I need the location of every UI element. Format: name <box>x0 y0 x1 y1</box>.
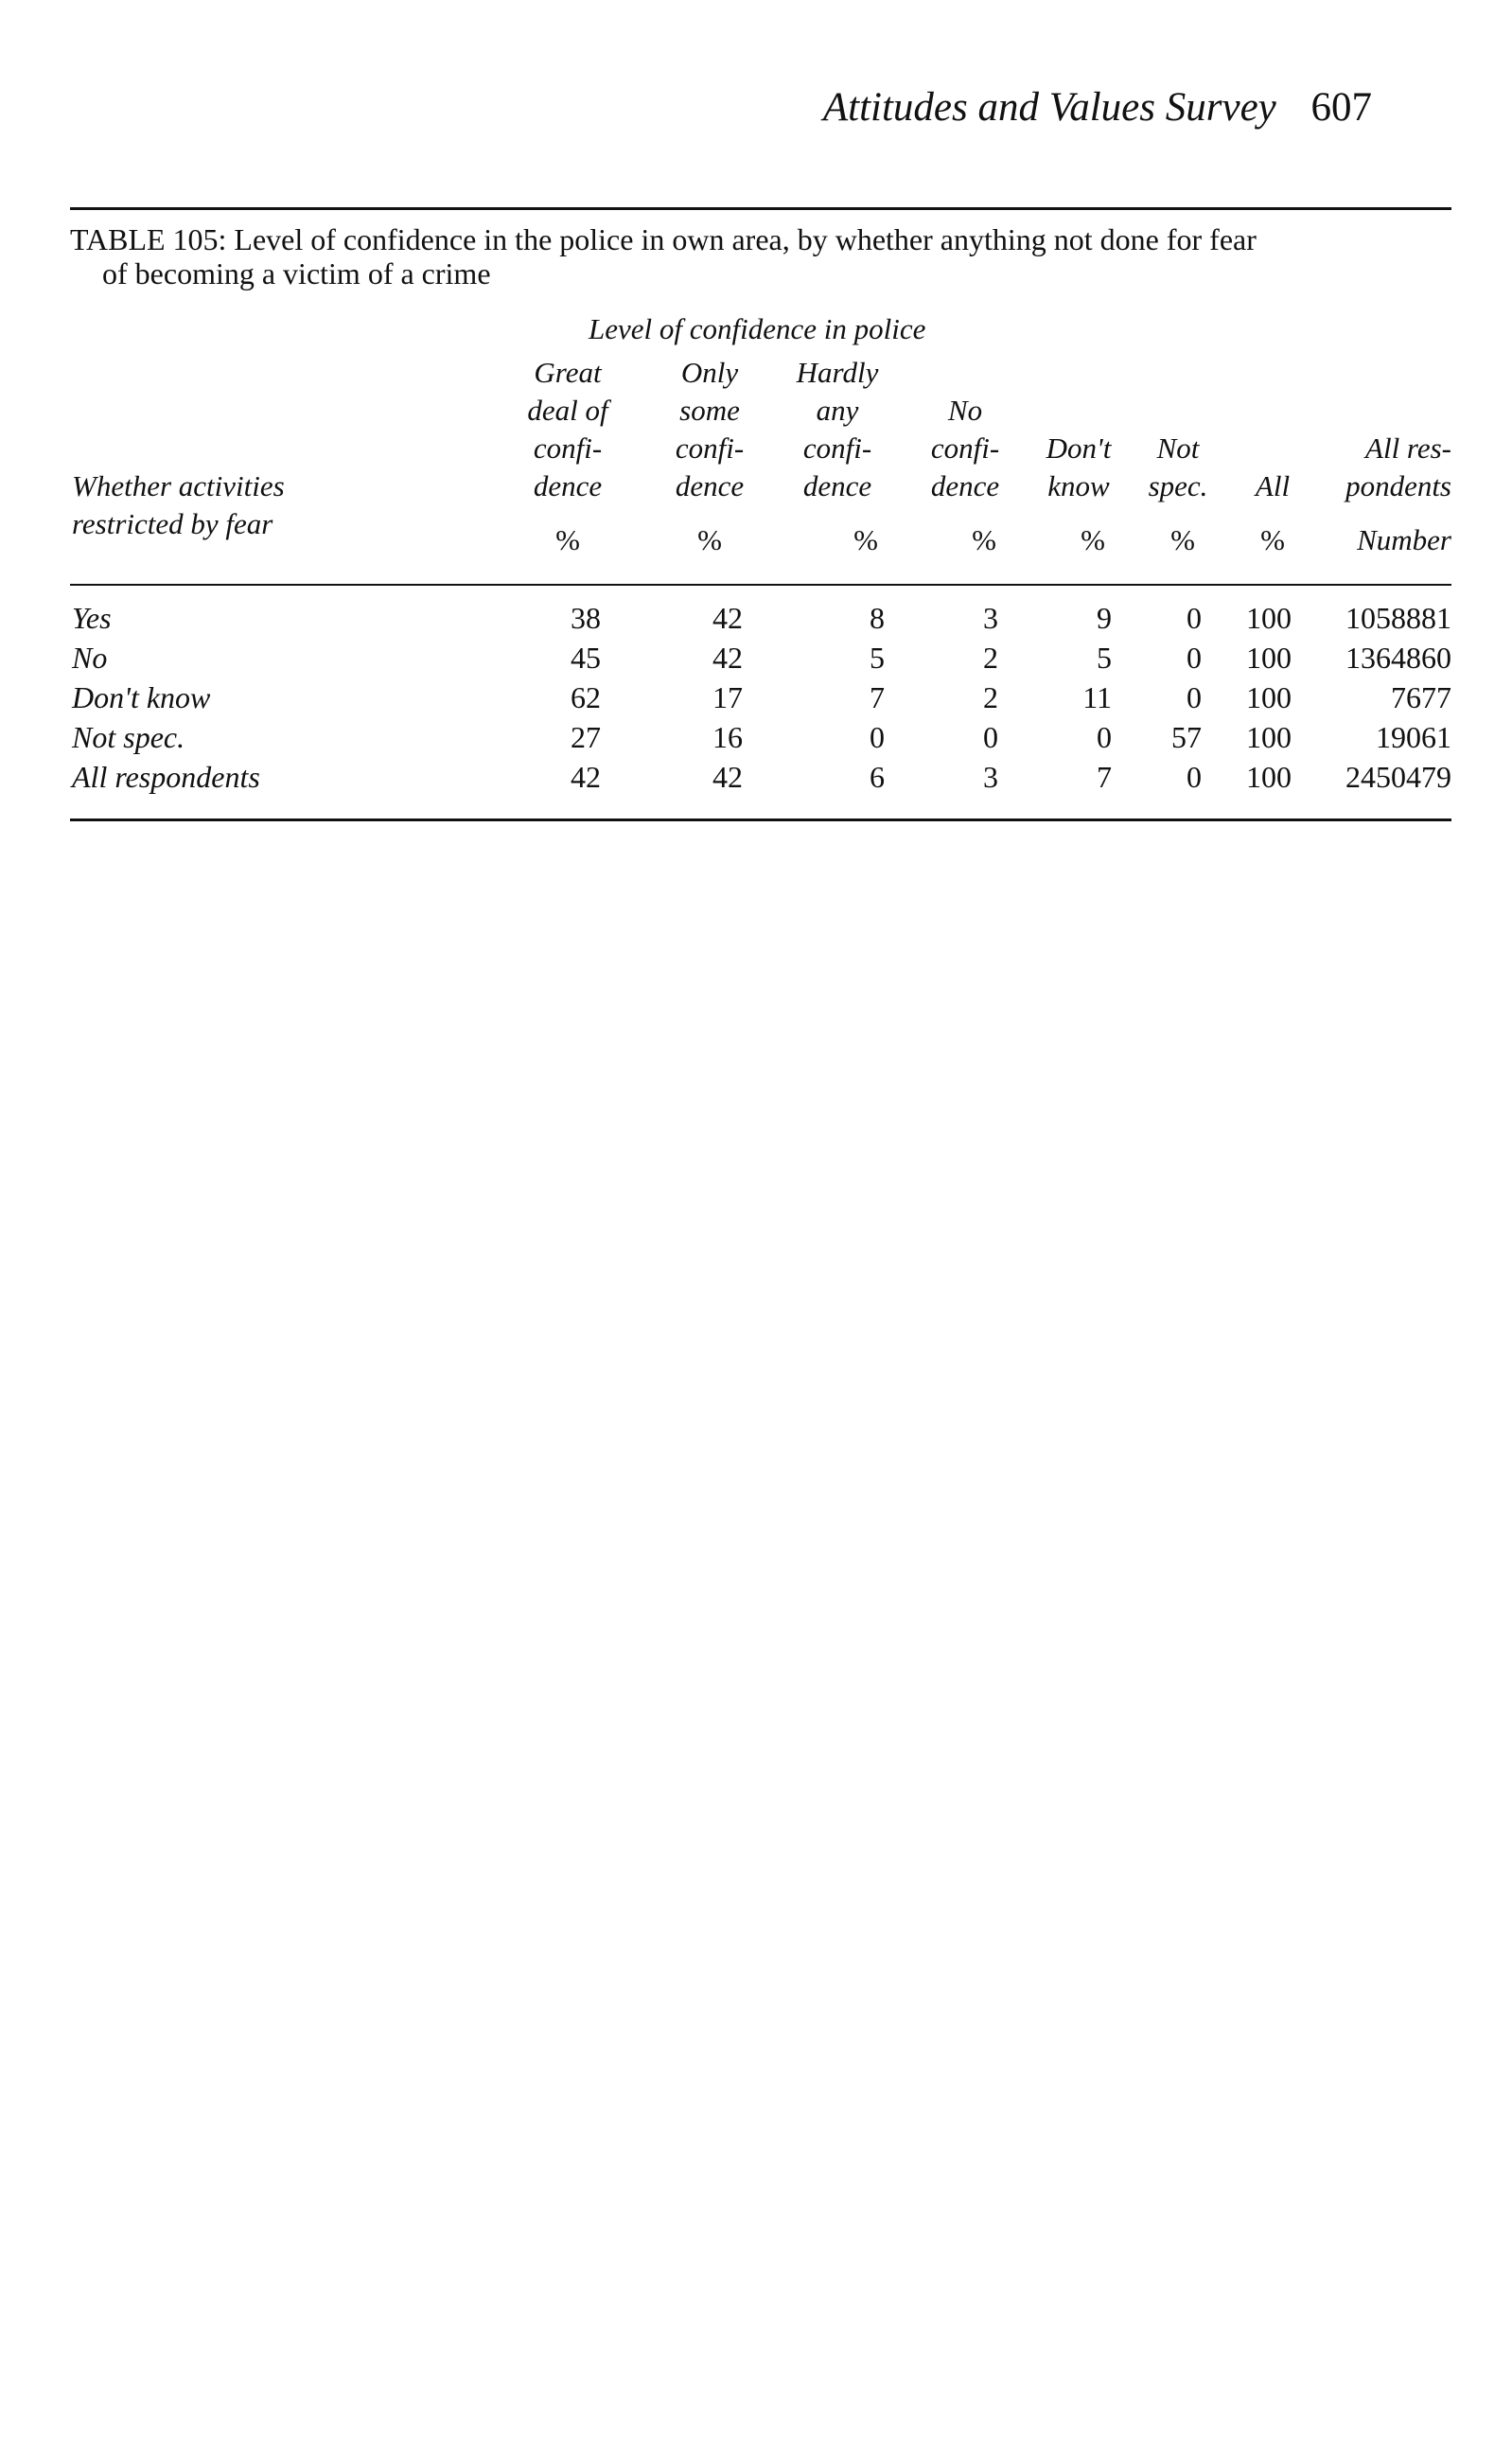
cell-all: 100 <box>1246 720 1292 754</box>
cell-number: 7677 <box>1391 680 1451 714</box>
cell-not-spec: 0 <box>1187 641 1202 675</box>
cell-not-spec: 0 <box>1187 601 1202 635</box>
cell-great-deal: 62 <box>571 680 601 714</box>
cell-hardly-any: 5 <box>870 641 885 675</box>
unit-col-3: % <box>853 523 878 556</box>
col-head-only-some: Only some confi- dence <box>675 356 745 502</box>
cell-no-confidence: 3 <box>983 601 998 635</box>
row-label: Yes <box>72 601 112 635</box>
top-rule <box>70 207 1451 210</box>
col-head-not-spec: Not spec. <box>1148 431 1208 502</box>
row-label: Not spec. <box>72 720 185 754</box>
caption-line-2: of becoming a victim of a crime <box>102 256 491 290</box>
cell-hardly-any: 0 <box>870 720 885 754</box>
row-label: All respondents <box>72 760 260 794</box>
cell-no-confidence: 0 <box>983 720 998 754</box>
table-caption <box>70 222 1257 290</box>
cell-only-some: 42 <box>712 601 743 635</box>
cell-great-deal: 42 <box>571 760 601 794</box>
cell-hardly-any: 8 <box>870 601 885 635</box>
cell-number: 1364860 <box>1345 641 1451 675</box>
cell-great-deal: 38 <box>571 601 601 635</box>
cell-only-some: 42 <box>712 760 743 794</box>
bottom-rule <box>70 818 1451 821</box>
cell-dont-know: 7 <box>1097 760 1112 794</box>
cell-number: 1058881 <box>1345 601 1451 635</box>
cell-all: 100 <box>1246 641 1292 675</box>
col-head-dont-know: Don't know <box>1046 431 1112 502</box>
unit-col-2: % <box>697 523 722 556</box>
table-row <box>0 717 1512 757</box>
cell-not-spec: 57 <box>1171 720 1202 754</box>
cell-no-confidence: 3 <box>983 760 998 794</box>
row-head-label: Whether activities restricted by fear <box>72 469 285 540</box>
cell-hardly-any: 7 <box>870 680 885 714</box>
column-spanner-heading: Level of confidence in police <box>589 312 926 345</box>
unit-col-4: % <box>972 523 996 556</box>
cell-all: 100 <box>1246 601 1292 635</box>
cell-no-confidence: 2 <box>983 641 998 675</box>
cell-dont-know: 5 <box>1097 641 1112 675</box>
table-row <box>0 757 1512 797</box>
table-row <box>0 678 1512 717</box>
cell-only-some: 42 <box>712 641 743 675</box>
cell-dont-know: 11 <box>1082 680 1112 714</box>
unit-col-6: % <box>1170 523 1195 556</box>
col-head-all-respondents: All res- pondents <box>1345 431 1451 502</box>
table-row <box>0 638 1512 678</box>
col-head-hardly-any: Hardly any confi- dence <box>796 356 879 502</box>
cell-hardly-any: 6 <box>870 760 885 794</box>
unit-col-5: % <box>1081 523 1105 556</box>
cell-not-spec: 0 <box>1187 680 1202 714</box>
page-number: 607 <box>1310 85 1372 130</box>
cell-all: 100 <box>1246 760 1292 794</box>
running-title: Attitudes and Values Survey <box>822 85 1276 130</box>
unit-col-7: % <box>1260 523 1285 556</box>
unit-col-8: Number <box>1357 523 1451 556</box>
cell-great-deal: 27 <box>571 720 601 754</box>
running-head <box>823 87 1372 128</box>
cell-dont-know: 9 <box>1097 601 1112 635</box>
row-label: No <box>72 641 108 675</box>
cell-only-some: 17 <box>712 680 743 714</box>
cell-number: 2450479 <box>1345 760 1451 794</box>
cell-dont-know: 0 <box>1097 720 1112 754</box>
header-rule <box>70 584 1451 586</box>
cell-great-deal: 45 <box>571 641 601 675</box>
cell-no-confidence: 2 <box>983 680 998 714</box>
cell-number: 19061 <box>1376 720 1451 754</box>
caption-line-1: TABLE 105: Level of confidence in the police in own area, by whether anything not done for fear <box>70 222 1257 256</box>
table-row <box>0 598 1512 638</box>
col-head-no-confidence: No confi- dence <box>930 394 1000 502</box>
row-label: Don't know <box>72 680 211 714</box>
cell-not-spec: 0 <box>1187 760 1202 794</box>
cell-all: 100 <box>1246 680 1292 714</box>
col-head-all: All <box>1255 469 1291 502</box>
cell-only-some: 16 <box>712 720 743 754</box>
unit-col-1: % <box>555 523 580 556</box>
col-head-great-deal: Great deal of confi- dence <box>527 356 608 502</box>
